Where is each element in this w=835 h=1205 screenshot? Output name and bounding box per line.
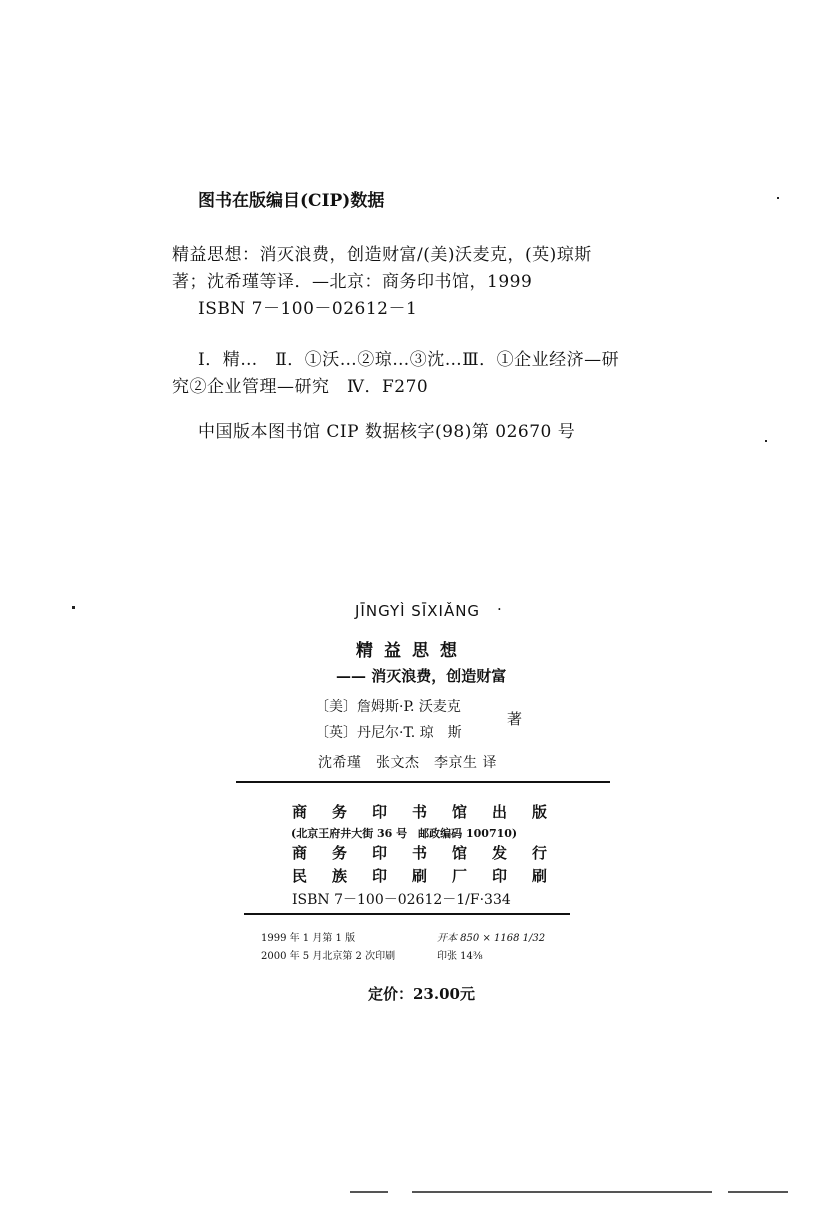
divider-rule [236,781,610,783]
char: 族 [332,867,348,885]
printing-line: 2000 年 5 月北京第 2 次印刷 [261,951,396,962]
pinyin-mark: · [497,600,502,618]
scan-edge-noise [728,1191,788,1193]
char: 书 [412,844,428,862]
char: 印 [372,803,388,821]
scan-speck [72,606,75,609]
cip-title-line: 精益思想：消灭浪费，创造财富/(美)沃麦克，(英)琼斯 [172,245,592,265]
imprint-isbn: ISBN 7－100－02612－1/F·334 [292,892,511,908]
cip-subject-line: Ⅰ．精… Ⅱ．①沃…②琼…③沈…Ⅲ．①企业经济—研 [198,350,620,370]
char: 商 [292,844,308,862]
char: 出 [492,803,508,821]
scan-edge-noise [412,1191,712,1193]
cip-subject-line: 究②企业管理—研究 Ⅳ．F270 [172,377,429,397]
cip-title-line: 著；沈希瑾等译．—北京：商务印书馆，1999 [172,272,533,292]
author-line: 〔美〕詹姆斯·P. 沃麦克 [315,699,461,715]
cip-record-number: 中国版本图书馆 CIP 数据核字(98)第 02670 号 [198,422,576,442]
char: 馆 [452,803,468,821]
edition-line: 1999 年 1 月第 1 版 [261,933,356,944]
author-role: 著 [507,710,523,728]
char: 印 [372,867,388,885]
cip-heading: 图书在版编目(CIP)数据 [198,191,385,211]
publisher-address: (北京王府井大街 36 号 邮政编码 100710) [291,827,518,840]
format-line: 开本 850 × 1168 1/32 [437,933,546,944]
sheets-line: 印张 14⅜ [437,951,483,962]
divider-rule [244,913,570,915]
char: 印 [492,867,508,885]
distributor-line [292,842,572,863]
char: 版 [532,803,548,821]
book-title: 精益思想 [356,641,468,661]
printer-line [292,865,572,886]
char: 发 [492,844,508,862]
scan-speck [777,197,779,199]
char: 行 [532,844,548,862]
publisher-line [292,801,572,822]
char: 馆 [452,844,468,862]
char: 务 [332,803,348,821]
char: 民 [292,867,308,885]
char: 务 [332,844,348,862]
char: 刷 [532,867,548,885]
cip-isbn: ISBN 7－100－02612－1 [198,299,418,319]
char: 印 [372,844,388,862]
char: 刷 [412,867,428,885]
char: 商 [292,803,308,821]
translators: 沈希瑾 张文杰 李京生 译 [318,755,497,771]
char: 厂 [452,867,468,885]
book-subtitle: —— 消灭浪费，创造财富 [336,667,507,685]
scan-speck [765,440,767,442]
price: 定价：23.00元 [368,985,475,1003]
title-pinyin: JĪNGYÌ SĪXIǍNG [355,602,481,620]
scan-edge-noise [350,1191,388,1193]
author-line: 〔英〕丹尼尔·T. 琼 斯 [315,725,462,741]
char: 书 [412,803,428,821]
